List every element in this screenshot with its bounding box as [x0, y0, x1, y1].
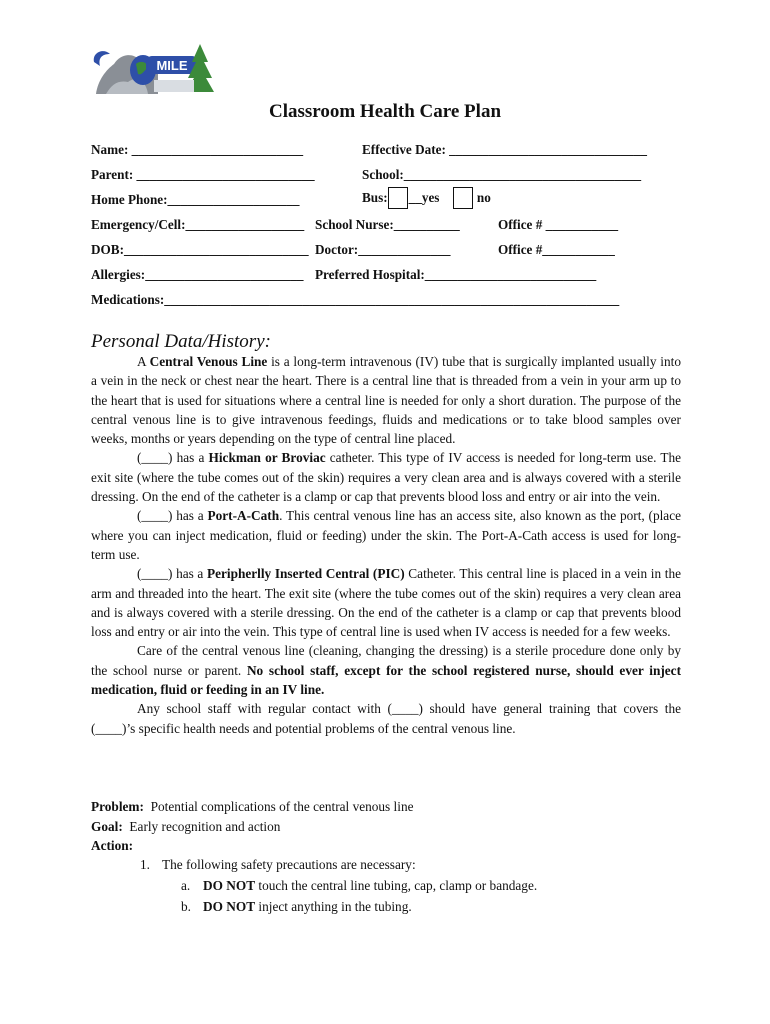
logo-text: MILE — [156, 58, 188, 73]
p4-text-c: Catheter. This central line is placed in a vein in the arm and threaded into the heart. The exit site (where the tube comes out of the skin) requires a very clean area and is always covered with a sterile dressing. On the end of the catheter is a clamp or cap that prevents blood loss and entry or air into the vein. This type of central line is used when IV access is needed for a few weeks. — [91, 566, 681, 640]
goal-label: Goal: — [91, 818, 123, 834]
training-paragraph — [91, 699, 681, 738]
list-item-a-bold: DO NOT — [203, 878, 256, 893]
medications-field: Medications:_____________________________________________________________________ — [91, 292, 620, 307]
logo-ground-shape — [154, 80, 194, 92]
bus-yes-label: __yes — [408, 190, 440, 205]
p2-bold: Hickman or Broviac — [208, 450, 326, 466]
bus-label: Bus: — [362, 190, 388, 205]
goal-line — [91, 817, 681, 837]
list-item-1-text: The following safety precautions are necessary: — [162, 857, 416, 872]
problem-text: Potential complications of the central venous line — [143, 799, 414, 814]
bus-field — [362, 187, 491, 209]
p6-text: Any school staff with regular contact with (____) should have general training that covers the (____)’s specific health needs and potential problems of the central venous line. — [91, 701, 681, 736]
bus-no-label: no — [476, 190, 491, 205]
p1-text-c: is a long-term intravenous (IV) tube that is surgically implanted usually into a vein in the neck or chest near the heart. There is a central line that is threaded from a vein in your arm up to the heart that is used for situations where a central line is needed for only a short duration. The purpose of the central venous line is to give intravenous feedings, fluids and medications or to take blood samples over weeks, months or years depending on the type of central line placed. — [91, 354, 681, 447]
home-phone-field: Home Phone:____________________ — [91, 192, 300, 207]
logo-graphic — [88, 40, 218, 98]
p3-bold: Port-A-Cath — [207, 508, 280, 524]
problem-line — [91, 797, 681, 817]
effective-date-field: Effective Date: ______________________________ — [362, 142, 647, 157]
preferred-hospital-field: Preferred Hospital:__________________________ — [315, 267, 597, 282]
hickman-paragraph — [91, 448, 681, 506]
list-item-a-letter: a. — [181, 878, 191, 893]
p2-text-a: (____) has a — [137, 450, 209, 466]
list-item-b-letter: b. — [181, 899, 191, 914]
section-heading: Personal Data/History: — [91, 331, 271, 352]
list-item-b — [181, 899, 412, 915]
list-item-1-number: 1. — [140, 857, 150, 872]
dob-field: DOB:____________________________ — [91, 242, 309, 257]
care-paragraph — [91, 641, 681, 699]
list-item-a-text: touch the central line tubing, cap, clamp or bandage. — [255, 878, 538, 893]
logo-swirl-shape — [94, 51, 110, 66]
list-item-b-bold: DO NOT — [203, 899, 256, 914]
history-body — [91, 352, 681, 738]
smile-logo — [88, 40, 218, 98]
list-item-1 — [140, 857, 416, 873]
p3-text-c: . This central venous line has an access site, also known as the port, (place where you can inject medication, fluid or feeding) under the skin. The Port-A-Cath access is used for long-term use. — [91, 508, 681, 562]
emergency-cell-field: Emergency/Cell:__________________ — [91, 217, 305, 232]
p5-text-a: Care of the central venous line (cleaning, changing the dressing) is a sterile procedure done only by the school nurse or parent. — [91, 643, 681, 678]
p1-bold: Central Venous Line — [149, 354, 268, 369]
action-label: Action: — [91, 838, 134, 853]
port-a-cath-paragraph — [91, 506, 681, 564]
office-number-field-1: Office # ___________ — [498, 217, 619, 232]
bus-no-checkbox[interactable] — [453, 187, 473, 209]
central-line-paragraph — [91, 352, 681, 448]
p4-text-a: (____) has a — [137, 566, 207, 582]
bus-yes-checkbox[interactable] — [388, 187, 408, 209]
problem-goal-action — [91, 797, 681, 856]
list-item-a — [181, 878, 537, 894]
school-nurse-field: School Nurse:__________ — [315, 217, 460, 232]
p5-bold: No school staff, except for the school registered nurse, should ever inject medication, fluid or feeding in an IV line. — [91, 662, 681, 698]
page-title: Classroom Health Care Plan — [268, 101, 502, 122]
list-item-b-text: inject anything in the tubing. — [255, 899, 412, 914]
p4-bold: Peripherlly Inserted Central (PIC) — [206, 566, 405, 582]
p2-text-c: catheter. This type of IV access is needed for long-term use. The exit site (where the tube comes out of the skin) requires a very clean area and is always covered with a sterile dressing. On the end of the catheter is a clamp or cap that prevents blood loss and entry or air into the vein. — [91, 450, 682, 505]
school-field: School:____________________________________ — [362, 167, 642, 182]
problem-label: Problem: — [91, 799, 144, 814]
goal-text: Early recognition and action — [122, 818, 281, 834]
parent-field: Parent: ___________________________ — [91, 167, 315, 182]
p3-text-a: (____) has a — [137, 508, 208, 524]
pic-paragraph — [91, 564, 681, 641]
allergies-field: Allergies:________________________ — [91, 267, 304, 282]
action-line — [91, 836, 681, 856]
name-field: Name: __________________________ — [91, 142, 304, 157]
doctor-field: Doctor:______________ — [315, 242, 451, 257]
p1-text-a: A — [137, 354, 150, 369]
office-number-field-2: Office #___________ — [498, 242, 615, 257]
